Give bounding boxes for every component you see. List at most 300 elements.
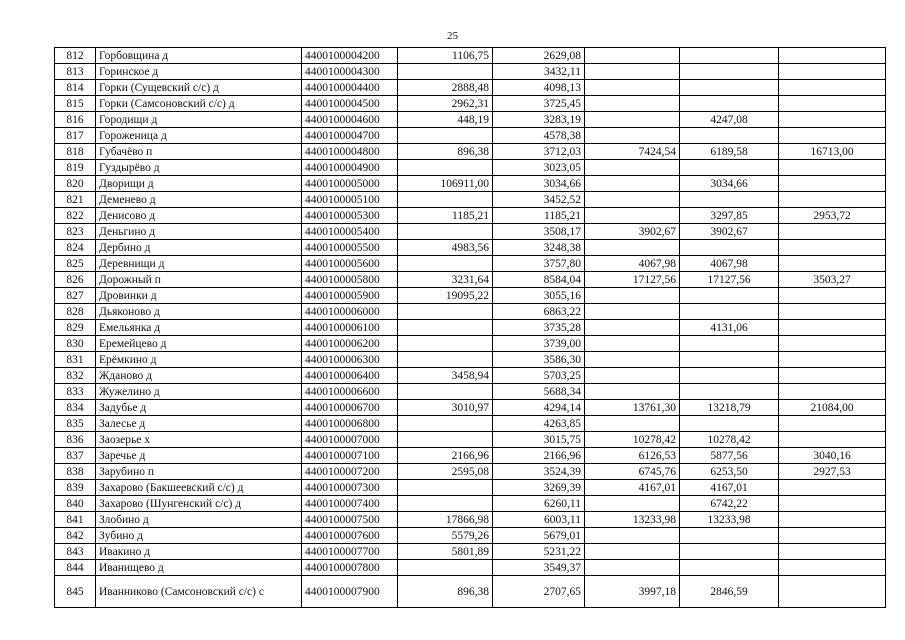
table-row bbox=[55, 480, 886, 496]
value-cell-1: 17866,98 bbox=[398, 512, 493, 528]
cadastral-code-cell: 4400100007500 bbox=[302, 512, 398, 528]
cadastral-code-cell: 4400100005100 bbox=[302, 192, 398, 208]
value-cell-4 bbox=[680, 352, 779, 368]
value-cell-5: 2927,53 bbox=[779, 464, 886, 480]
value-cell-4 bbox=[680, 96, 779, 112]
page-number: 25 bbox=[447, 30, 458, 42]
cadastral-code-cell: 4400100007100 bbox=[302, 448, 398, 464]
value-cell-3: 6126,53 bbox=[585, 448, 680, 464]
row-number-cell: 842 bbox=[55, 528, 96, 544]
value-cell-3 bbox=[585, 336, 680, 352]
value-cell-5 bbox=[779, 176, 886, 192]
table-row bbox=[55, 352, 886, 368]
value-cell-2: 3023,05 bbox=[493, 160, 585, 176]
value-cell-1 bbox=[398, 256, 493, 272]
settlement-name-cell: Денисово д bbox=[96, 208, 302, 224]
row-number-cell: 844 bbox=[55, 560, 96, 576]
value-cell-2: 5231,22 bbox=[493, 544, 585, 560]
value-cell-1: 5801,89 bbox=[398, 544, 493, 560]
value-cell-1 bbox=[398, 128, 493, 144]
value-cell-5 bbox=[779, 512, 886, 528]
settlement-name-cell: Городищи д bbox=[96, 112, 302, 128]
table-row bbox=[55, 224, 886, 240]
value-cell-4: 6742,22 bbox=[680, 496, 779, 512]
value-cell-3 bbox=[585, 352, 680, 368]
cadastral-code-cell: 4400100005900 bbox=[302, 288, 398, 304]
value-cell-5 bbox=[779, 224, 886, 240]
table-row bbox=[55, 448, 886, 464]
value-cell-2: 5703,25 bbox=[493, 368, 585, 384]
value-cell-4: 6253,50 bbox=[680, 464, 779, 480]
value-cell-3 bbox=[585, 80, 680, 96]
value-cell-5 bbox=[779, 112, 886, 128]
value-cell-1: 896,38 bbox=[398, 576, 493, 608]
value-cell-1 bbox=[398, 560, 493, 576]
settlement-name-cell: Залесье д bbox=[96, 416, 302, 432]
settlement-name-cell: Емельянка д bbox=[96, 320, 302, 336]
value-cell-5 bbox=[779, 64, 886, 80]
value-cell-2: 4294,14 bbox=[493, 400, 585, 416]
row-number-cell: 821 bbox=[55, 192, 96, 208]
value-cell-1 bbox=[398, 192, 493, 208]
value-cell-5 bbox=[779, 256, 886, 272]
value-cell-2: 4263,85 bbox=[493, 416, 585, 432]
value-cell-1: 2166,96 bbox=[398, 448, 493, 464]
value-cell-5: 16713,00 bbox=[779, 144, 886, 160]
table-row bbox=[55, 272, 886, 288]
row-number-cell: 830 bbox=[55, 336, 96, 352]
value-cell-1 bbox=[398, 432, 493, 448]
settlement-name-cell: Горинское д bbox=[96, 64, 302, 80]
table-row bbox=[55, 192, 886, 208]
settlement-name-cell: Дербино д bbox=[96, 240, 302, 256]
value-cell-4 bbox=[680, 160, 779, 176]
value-cell-5 bbox=[779, 336, 886, 352]
value-cell-3 bbox=[585, 304, 680, 320]
value-cell-1: 3010,97 bbox=[398, 400, 493, 416]
cadastral-code-cell: 4400100007900 bbox=[302, 576, 398, 608]
cadastral-code-cell: 4400100005500 bbox=[302, 240, 398, 256]
table-row bbox=[55, 240, 886, 256]
row-number-cell: 814 bbox=[55, 80, 96, 96]
settlement-name-cell: Заозерье х bbox=[96, 432, 302, 448]
table-row bbox=[55, 160, 886, 176]
value-cell-3: 13761,30 bbox=[585, 400, 680, 416]
value-cell-1 bbox=[398, 304, 493, 320]
value-cell-2: 3712,03 bbox=[493, 144, 585, 160]
value-cell-4: 3297,85 bbox=[680, 208, 779, 224]
cadastral-code-cell: 4400100005000 bbox=[302, 176, 398, 192]
value-cell-2: 4578,38 bbox=[493, 128, 585, 144]
row-number-cell: 845 bbox=[55, 576, 96, 608]
value-cell-1 bbox=[398, 496, 493, 512]
value-cell-3: 6745,76 bbox=[585, 464, 680, 480]
value-cell-2: 3739,00 bbox=[493, 336, 585, 352]
cadastral-code-cell: 4400100005300 bbox=[302, 208, 398, 224]
cadastral-code-cell: 4400100006200 bbox=[302, 336, 398, 352]
value-cell-2: 3549,37 bbox=[493, 560, 585, 576]
value-cell-1: 1185,21 bbox=[398, 208, 493, 224]
settlement-name-cell: Еремейцево д bbox=[96, 336, 302, 352]
value-cell-4: 2846,59 bbox=[680, 576, 779, 608]
value-cell-2: 6260,11 bbox=[493, 496, 585, 512]
value-cell-1 bbox=[398, 336, 493, 352]
row-number-cell: 825 bbox=[55, 256, 96, 272]
value-cell-4 bbox=[680, 560, 779, 576]
settlement-name-cell: Дорожный п bbox=[96, 272, 302, 288]
value-cell-5 bbox=[779, 320, 886, 336]
value-cell-4: 17127,56 bbox=[680, 272, 779, 288]
table-row bbox=[55, 208, 886, 224]
cadastral-code-cell: 4400100006100 bbox=[302, 320, 398, 336]
settlement-name-cell: Горбовщина д bbox=[96, 48, 302, 64]
row-number-cell: 831 bbox=[55, 352, 96, 368]
value-cell-2: 3015,75 bbox=[493, 432, 585, 448]
row-number-cell: 826 bbox=[55, 272, 96, 288]
value-cell-4 bbox=[680, 240, 779, 256]
value-cell-4 bbox=[680, 288, 779, 304]
table-row bbox=[55, 464, 886, 480]
value-cell-4 bbox=[680, 64, 779, 80]
value-cell-1: 2888,48 bbox=[398, 80, 493, 96]
value-cell-4: 4167,01 bbox=[680, 480, 779, 496]
cadastral-code-cell: 4400100004500 bbox=[302, 96, 398, 112]
settlement-name-cell: Зарубино п bbox=[96, 464, 302, 480]
table-row bbox=[55, 576, 886, 608]
value-cell-3 bbox=[585, 416, 680, 432]
value-cell-2: 3432,11 bbox=[493, 64, 585, 80]
row-number-cell: 812 bbox=[55, 48, 96, 64]
cadastral-code-cell: 4400100004800 bbox=[302, 144, 398, 160]
value-cell-1 bbox=[398, 64, 493, 80]
row-number-cell: 832 bbox=[55, 368, 96, 384]
table-row bbox=[55, 304, 886, 320]
row-number-cell: 824 bbox=[55, 240, 96, 256]
table-row bbox=[55, 368, 886, 384]
cadastral-code-cell: 4400100005600 bbox=[302, 256, 398, 272]
value-cell-4 bbox=[680, 384, 779, 400]
value-cell-5 bbox=[779, 80, 886, 96]
cadastral-code-cell: 4400100006300 bbox=[302, 352, 398, 368]
value-cell-2: 6003,11 bbox=[493, 512, 585, 528]
value-cell-2: 3524,39 bbox=[493, 464, 585, 480]
value-cell-4: 13233,98 bbox=[680, 512, 779, 528]
value-cell-2: 3452,52 bbox=[493, 192, 585, 208]
value-cell-4: 13218,79 bbox=[680, 400, 779, 416]
table-row bbox=[55, 176, 886, 192]
value-cell-2: 3725,45 bbox=[493, 96, 585, 112]
value-cell-4 bbox=[680, 336, 779, 352]
value-cell-4: 3902,67 bbox=[680, 224, 779, 240]
value-cell-3 bbox=[585, 128, 680, 144]
settlement-name-cell: Горки (Сущевский с/с) д bbox=[96, 80, 302, 96]
value-cell-1: 1106,75 bbox=[398, 48, 493, 64]
value-cell-4: 4067,98 bbox=[680, 256, 779, 272]
value-cell-5 bbox=[779, 288, 886, 304]
value-cell-3 bbox=[585, 496, 680, 512]
value-cell-3 bbox=[585, 320, 680, 336]
cadastral-code-cell: 4400100006400 bbox=[302, 368, 398, 384]
table-row bbox=[55, 528, 886, 544]
value-cell-4 bbox=[680, 80, 779, 96]
settlement-name-cell: Гороженица д bbox=[96, 128, 302, 144]
settlement-name-cell: Деревнищи д bbox=[96, 256, 302, 272]
value-cell-4: 3034,66 bbox=[680, 176, 779, 192]
value-cell-3: 13233,98 bbox=[585, 512, 680, 528]
cadastral-code-cell: 4400100006800 bbox=[302, 416, 398, 432]
value-cell-1 bbox=[398, 320, 493, 336]
row-number-cell: 819 bbox=[55, 160, 96, 176]
value-cell-3 bbox=[585, 48, 680, 64]
value-cell-3 bbox=[585, 112, 680, 128]
table-row bbox=[55, 128, 886, 144]
value-cell-4: 4131,06 bbox=[680, 320, 779, 336]
table-row bbox=[55, 320, 886, 336]
settlement-name-cell: Дворищи д bbox=[96, 176, 302, 192]
value-cell-4: 10278,42 bbox=[680, 432, 779, 448]
value-cell-4 bbox=[680, 128, 779, 144]
value-cell-1: 3458,94 bbox=[398, 368, 493, 384]
value-cell-3: 10278,42 bbox=[585, 432, 680, 448]
row-number-cell: 839 bbox=[55, 480, 96, 496]
cadastral-code-cell: 4400100004900 bbox=[302, 160, 398, 176]
value-cell-2: 6863,22 bbox=[493, 304, 585, 320]
table-row bbox=[55, 48, 886, 64]
row-number-cell: 837 bbox=[55, 448, 96, 464]
row-number-cell: 834 bbox=[55, 400, 96, 416]
value-cell-2: 3055,16 bbox=[493, 288, 585, 304]
value-cell-1: 19095,22 bbox=[398, 288, 493, 304]
value-cell-3: 3997,18 bbox=[585, 576, 680, 608]
settlement-name-cell: Иванищево д bbox=[96, 560, 302, 576]
table-row bbox=[55, 256, 886, 272]
value-cell-4: 6189,58 bbox=[680, 144, 779, 160]
value-cell-1 bbox=[398, 160, 493, 176]
table-row bbox=[55, 112, 886, 128]
settlement-name-cell: Захарово (Бакшеевский с/с) д bbox=[96, 480, 302, 496]
value-cell-4 bbox=[680, 544, 779, 560]
cadastral-code-cell: 4400100004400 bbox=[302, 80, 398, 96]
table-row bbox=[55, 144, 886, 160]
value-cell-5 bbox=[779, 128, 886, 144]
value-cell-3 bbox=[585, 560, 680, 576]
value-cell-5: 21084,00 bbox=[779, 400, 886, 416]
value-cell-1 bbox=[398, 224, 493, 240]
table-row bbox=[55, 432, 886, 448]
value-cell-5 bbox=[779, 496, 886, 512]
value-cell-3 bbox=[585, 240, 680, 256]
value-cell-5 bbox=[779, 240, 886, 256]
value-cell-1 bbox=[398, 416, 493, 432]
settlement-name-cell: Губачёво п bbox=[96, 144, 302, 160]
value-cell-3 bbox=[585, 176, 680, 192]
value-cell-5 bbox=[779, 528, 886, 544]
settlement-name-cell: Горки (Самсоновский с/с) д bbox=[96, 96, 302, 112]
cadastral-code-cell: 4400100007200 bbox=[302, 464, 398, 480]
row-number-cell: 833 bbox=[55, 384, 96, 400]
value-cell-5: 3503,27 bbox=[779, 272, 886, 288]
value-cell-1 bbox=[398, 480, 493, 496]
value-cell-3: 4167,01 bbox=[585, 480, 680, 496]
row-number-cell: 815 bbox=[55, 96, 96, 112]
value-cell-2: 4098,13 bbox=[493, 80, 585, 96]
value-cell-4 bbox=[680, 48, 779, 64]
value-cell-2: 3248,38 bbox=[493, 240, 585, 256]
cadastral-code-cell: 4400100007800 bbox=[302, 560, 398, 576]
value-cell-5 bbox=[779, 352, 886, 368]
value-cell-2: 3269,39 bbox=[493, 480, 585, 496]
value-cell-5 bbox=[779, 48, 886, 64]
value-cell-2: 8584,04 bbox=[493, 272, 585, 288]
row-number-cell: 820 bbox=[55, 176, 96, 192]
value-cell-3: 4067,98 bbox=[585, 256, 680, 272]
cadastral-code-cell: 4400100004300 bbox=[302, 64, 398, 80]
cadastral-code-cell: 4400100006600 bbox=[302, 384, 398, 400]
value-cell-4 bbox=[680, 528, 779, 544]
value-cell-5: 3040,16 bbox=[779, 448, 886, 464]
value-cell-5 bbox=[779, 368, 886, 384]
value-cell-2: 3508,17 bbox=[493, 224, 585, 240]
value-cell-1: 2962,31 bbox=[398, 96, 493, 112]
cadastral-code-cell: 4400100007400 bbox=[302, 496, 398, 512]
row-number-cell: 836 bbox=[55, 432, 96, 448]
settlement-name-cell: Деньгино д bbox=[96, 224, 302, 240]
value-cell-5 bbox=[779, 480, 886, 496]
cadastral-code-cell: 4400100005400 bbox=[302, 224, 398, 240]
value-cell-1: 4983,56 bbox=[398, 240, 493, 256]
settlement-name-cell: Гуздырёво д bbox=[96, 160, 302, 176]
settlement-name-cell: Захарово (Шунгенский с/с) д bbox=[96, 496, 302, 512]
cadastral-code-cell: 4400100004600 bbox=[302, 112, 398, 128]
settlement-name-cell: Злобино д bbox=[96, 512, 302, 528]
value-cell-2: 3283,19 bbox=[493, 112, 585, 128]
value-cell-1: 896,38 bbox=[398, 144, 493, 160]
cadastral-code-cell: 4400100006000 bbox=[302, 304, 398, 320]
value-cell-5 bbox=[779, 384, 886, 400]
value-cell-4: 5877,56 bbox=[680, 448, 779, 464]
table-row bbox=[55, 496, 886, 512]
settlement-name-cell: Дровинки д bbox=[96, 288, 302, 304]
value-cell-4 bbox=[680, 304, 779, 320]
value-cell-3 bbox=[585, 544, 680, 560]
row-number-cell: 829 bbox=[55, 320, 96, 336]
settlement-name-cell: Зубино д bbox=[96, 528, 302, 544]
settlement-name-cell: Задубье д bbox=[96, 400, 302, 416]
table-row bbox=[55, 80, 886, 96]
row-number-cell: 840 bbox=[55, 496, 96, 512]
value-cell-2: 2707,65 bbox=[493, 576, 585, 608]
cadastral-code-cell: 4400100007000 bbox=[302, 432, 398, 448]
value-cell-3 bbox=[585, 64, 680, 80]
value-cell-1: 2595,08 bbox=[398, 464, 493, 480]
value-cell-1: 448,19 bbox=[398, 112, 493, 128]
settlement-name-cell: Заречье д bbox=[96, 448, 302, 464]
value-cell-2: 3586,30 bbox=[493, 352, 585, 368]
cadastral-code-cell: 4400100004700 bbox=[302, 128, 398, 144]
settlement-name-cell: Жужелино д bbox=[96, 384, 302, 400]
value-cell-3: 3902,67 bbox=[585, 224, 680, 240]
value-cell-5 bbox=[779, 96, 886, 112]
row-number-cell: 823 bbox=[55, 224, 96, 240]
table-row bbox=[55, 512, 886, 528]
row-number-cell: 822 bbox=[55, 208, 96, 224]
value-cell-2: 1185,21 bbox=[493, 208, 585, 224]
cadastral-code-cell: 4400100007300 bbox=[302, 480, 398, 496]
value-cell-3 bbox=[585, 192, 680, 208]
value-cell-2: 5688,34 bbox=[493, 384, 585, 400]
table-row bbox=[55, 416, 886, 432]
table-row bbox=[55, 384, 886, 400]
value-cell-2: 5679,01 bbox=[493, 528, 585, 544]
cadastral-code-cell: 4400100007700 bbox=[302, 544, 398, 560]
table-row bbox=[55, 64, 886, 80]
value-cell-3: 7424,54 bbox=[585, 144, 680, 160]
value-cell-1 bbox=[398, 384, 493, 400]
row-number-cell: 843 bbox=[55, 544, 96, 560]
value-cell-4: 4247,08 bbox=[680, 112, 779, 128]
value-cell-1: 3231,64 bbox=[398, 272, 493, 288]
table-row bbox=[55, 336, 886, 352]
value-cell-3 bbox=[585, 288, 680, 304]
row-number-cell: 816 bbox=[55, 112, 96, 128]
value-cell-1: 106911,00 bbox=[398, 176, 493, 192]
value-cell-5 bbox=[779, 576, 886, 608]
value-cell-3: 17127,56 bbox=[585, 272, 680, 288]
table-row bbox=[55, 400, 886, 416]
value-cell-5 bbox=[779, 192, 886, 208]
value-cell-2: 3757,80 bbox=[493, 256, 585, 272]
value-cell-5 bbox=[779, 160, 886, 176]
settlements-table bbox=[54, 47, 886, 608]
value-cell-4 bbox=[680, 192, 779, 208]
value-cell-3 bbox=[585, 528, 680, 544]
table-row bbox=[55, 288, 886, 304]
settlement-name-cell: Ивакино д bbox=[96, 544, 302, 560]
value-cell-5 bbox=[779, 304, 886, 320]
value-cell-5 bbox=[779, 416, 886, 432]
value-cell-5: 2953,72 bbox=[779, 208, 886, 224]
row-number-cell: 818 bbox=[55, 144, 96, 160]
value-cell-1: 5579,26 bbox=[398, 528, 493, 544]
cadastral-code-cell: 4400100006700 bbox=[302, 400, 398, 416]
table-body bbox=[55, 48, 886, 608]
settlement-name-cell: Жданово д bbox=[96, 368, 302, 384]
settlement-name-cell: Ерёмкино д bbox=[96, 352, 302, 368]
settlement-name-cell: Дьяконово д bbox=[96, 304, 302, 320]
value-cell-2: 2166,96 bbox=[493, 448, 585, 464]
value-cell-5 bbox=[779, 560, 886, 576]
value-cell-2: 3735,28 bbox=[493, 320, 585, 336]
value-cell-3 bbox=[585, 96, 680, 112]
value-cell-3 bbox=[585, 368, 680, 384]
value-cell-3 bbox=[585, 384, 680, 400]
value-cell-5 bbox=[779, 432, 886, 448]
value-cell-3 bbox=[585, 208, 680, 224]
row-number-cell: 827 bbox=[55, 288, 96, 304]
row-number-cell: 838 bbox=[55, 464, 96, 480]
row-number-cell: 828 bbox=[55, 304, 96, 320]
table-row bbox=[55, 544, 886, 560]
table-row bbox=[55, 560, 886, 576]
value-cell-5 bbox=[779, 544, 886, 560]
value-cell-1 bbox=[398, 352, 493, 368]
value-cell-3 bbox=[585, 160, 680, 176]
row-number-cell: 835 bbox=[55, 416, 96, 432]
value-cell-2: 3034,66 bbox=[493, 176, 585, 192]
row-number-cell: 817 bbox=[55, 128, 96, 144]
value-cell-4 bbox=[680, 416, 779, 432]
cadastral-code-cell: 4400100005800 bbox=[302, 272, 398, 288]
